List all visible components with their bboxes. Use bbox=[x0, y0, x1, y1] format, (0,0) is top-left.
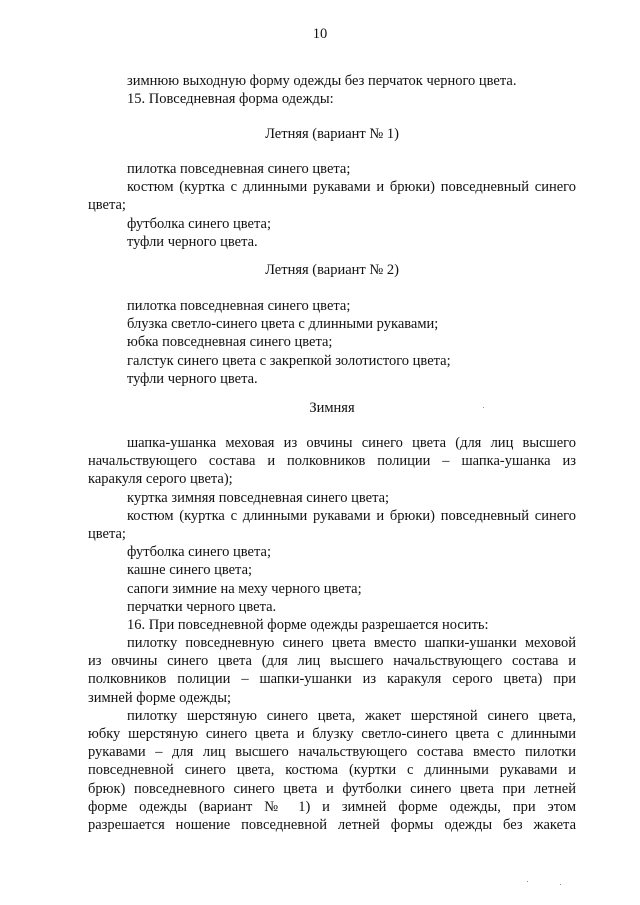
summer-variant-1-list bbox=[88, 160, 576, 251]
list-item-continuation: каракуля серого цвета); bbox=[88, 471, 233, 488]
list-item: куртка зимняя повседневная синего цвета; bbox=[127, 489, 390, 506]
list-item: туфли черного цвета. bbox=[127, 233, 258, 250]
list-item: футболка синего цвета; bbox=[127, 544, 271, 561]
paragraph-line: юбку шерстяную синего цвета и блузку светло-синего цвета с длинными bbox=[88, 726, 576, 742]
paragraph-line: разрешается ношение повседневной летней формы одежды без жакета bbox=[88, 816, 576, 833]
list-item: пилотка повседневная синего цвета; bbox=[127, 161, 351, 177]
scan-speck bbox=[527, 881, 528, 882]
list-item: галстук синего цвета с закрепкой золотистого цвета; bbox=[127, 352, 451, 369]
paragraph-line: зимней форме одежды; bbox=[88, 689, 231, 706]
heading-winter: Зимняя bbox=[309, 400, 355, 416]
list-item: кашне синего цвета; bbox=[127, 562, 253, 579]
text-line: зимнюю выходную форму одежды без перчаток черного цвета. bbox=[127, 73, 517, 89]
list-item: костюм (куртка с длинными рукавами и брюки) повседневный синего bbox=[127, 507, 576, 524]
summer-variant-2-list bbox=[88, 297, 576, 388]
list-item: перчатки черного цвета. bbox=[127, 598, 277, 615]
paragraph-line: форме одежды (вариант № 1) и зимней форме одежды, при этом bbox=[88, 798, 576, 815]
scan-speck bbox=[483, 407, 484, 408]
list-item: сапоги зимние на меху черного цвета; bbox=[127, 580, 362, 597]
paragraph-line: полковников полиции – шапки-ушанки из каракуля серого цвета) при bbox=[88, 671, 576, 688]
list-item-continuation: цвета; bbox=[88, 525, 126, 542]
paragraph-line: брюк) повседневного синего цвета и футболки синего цвета при летней bbox=[88, 780, 576, 797]
heading-summer-variant-2: Летняя (вариант № 2) bbox=[265, 262, 399, 278]
list-item: туфли черного цвета. bbox=[127, 370, 258, 387]
list-item: пилотка повседневная синего цвета; bbox=[127, 298, 351, 314]
list-item: футболка синего цвета; bbox=[127, 215, 271, 232]
paragraph-line: рукавами – для лиц высшего начальствующего состава вместо пилотки bbox=[88, 744, 576, 761]
paragraph-line: пилотку повседневную синего цвета вместо шапки-ушанки меховой bbox=[127, 635, 576, 652]
section-16-title: 16. При повседневной форме одежды разрешается носить: bbox=[127, 616, 489, 633]
winter-list-and-section-16 bbox=[88, 434, 576, 834]
paragraph-line: из овчины синего цвета (для лиц высшего начальствующего состава и bbox=[88, 653, 576, 670]
list-item: костюм (куртка с длинными рукавами и брюки) повседневный синего bbox=[127, 179, 576, 196]
list-item-continuation: начальствующего состава и полковников полиции – шапка-ушанка из bbox=[88, 453, 576, 470]
section-15-title: 15. Повседневная форма одежды: bbox=[127, 91, 334, 108]
list-item: юбка повседневная синего цвета; bbox=[127, 334, 333, 351]
list-item-continuation: цвета; bbox=[88, 197, 126, 214]
paragraph-line: пилотку шерстяную синего цвета, жакет шерстяной синего цвета, bbox=[127, 707, 576, 724]
paragraph-line: повседневной синего цвета, костюма (куртки с длинными рукавами и bbox=[88, 762, 576, 779]
page-number: 10 bbox=[312, 26, 328, 42]
list-item: шапка-ушанка меховая из овчины синего цвета (для лиц высшего bbox=[127, 435, 576, 451]
heading-summer-variant-1: Летняя (вариант № 1) bbox=[265, 126, 399, 142]
list-item: блузка светло-синего цвета с длинными рукавами; bbox=[127, 316, 439, 333]
intro-text bbox=[88, 72, 576, 108]
scan-speck bbox=[560, 884, 561, 885]
